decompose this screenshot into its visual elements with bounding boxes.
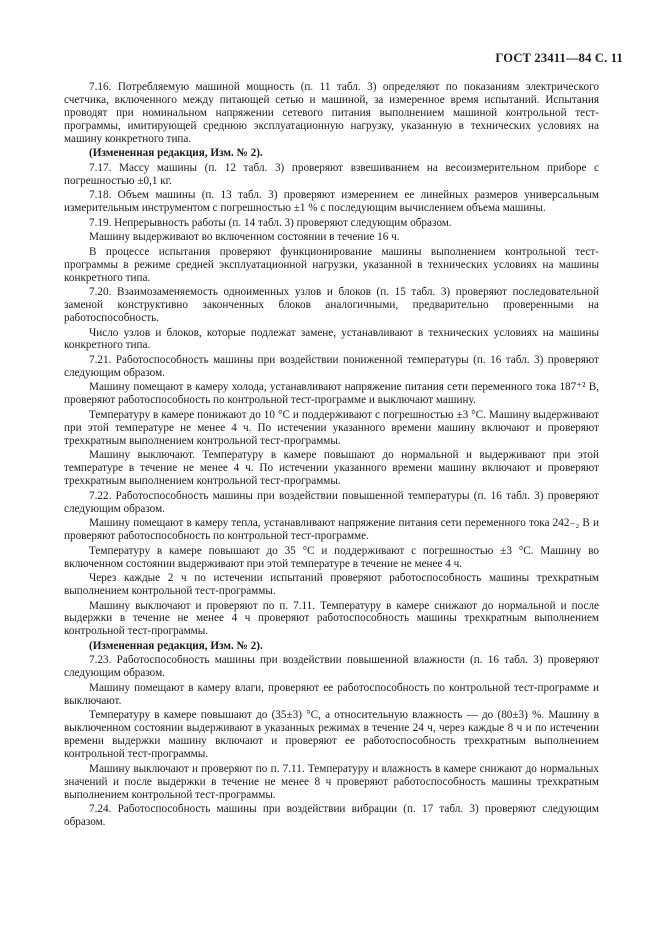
paragraph: В процессе испытания проверяют функционирование машины выполнением контрольной тест-программы в режиме средней эксплуатационной нагрузки, указанной в технических условиях на машины конкретного типа.: [64, 245, 599, 284]
paragraph: Машину выдерживают во включенном состоянии в течение 16 ч.: [89, 231, 400, 244]
paragraph: Температуру в камере повышают до (35±3) °С, а относительную влажность — до (80±3) %. Машину в выключенном состоянии выдерживают в указанных режимах в течение 24 ч, через каждые 8 ч и по истечении времени выдержки машину включают и проверяют ее работоспособность трехкратным выполнением контрольной тест-программы.: [64, 709, 599, 761]
paragraph-7-19: 7.19. Непрерывность работы (п. 14 табл. 3) проверяют следующим образом.: [89, 216, 452, 229]
document-body: [64, 81, 599, 831]
paragraph-7-22: 7.22. Работоспособность машины при воздействии повышенной температуры (п. 16 табл. 3) проверяют следующим образом.: [64, 489, 599, 515]
paragraph: Машину помещают в камеру холода, устанавливают напряжение питания сети переменного тока 187⁺² В, проверяют работоспособность по контрольной тест-программе и выключают машину.: [64, 381, 599, 407]
paragraph: Число узлов и блоков, которые подлежат замене, устанавливают в технических условиях на машины конкретного типа.: [64, 326, 599, 352]
page-header: ГОСТ 23411—84 С. 11: [495, 51, 623, 65]
paragraph: Через каждые 2 ч по истечении испытаний проверяют работоспособность машины трехкратным выполнением контрольной тест-программы.: [64, 572, 599, 598]
paragraph: Машину выключают и проверяют по п. 7.11. Температуру и влажность в камере снижают до нормальных значений и после выдержки в течение не менее 8 ч проверяют работоспособность машины трехкратным выполнением контрольной тест-программы.: [64, 762, 599, 801]
paragraph: Температуру в камере повышают до 35 °С и поддерживают с погрешностью ±3 °С. Машину во включенном состоянии выдерживают при этой температуре в течение не менее 4 ч.: [64, 544, 599, 570]
revision-note: (Измененная редакция, Изм. № 2).: [89, 639, 263, 652]
paragraph-7-23: 7.23. Работоспособность машины при воздействии повышенной влажности (п. 16 табл. 3) проверяют следующим образом.: [64, 654, 599, 680]
paragraph: Машину помещают в камеру тепла, устанавливают напряжение питания сети переменного тока 242₋₂ В и проверяют работоспособность по контрольной тест-программе.: [64, 517, 599, 543]
paragraph-7-24: 7.24. Работоспособность машины при воздействии вибрации (п. 17 табл. 3) проверяют следующим образом.: [64, 803, 599, 829]
paragraph-7-21: 7.21. Работоспособность машины при воздействии пониженной температуры (п. 16 табл. 3) проверяют следующим образом.: [64, 353, 599, 379]
paragraph-7-16: 7.16. Потребляемую машиной мощность (п. 11 табл. 3) определяют по показаниям электрического счетчика, включенного между питающей сетью и машиной, за измеренное время испытаний. Испытания проводят при номинальном напряжении сетевого питания выполнением машиной контрольной тест-программы, имитирующей среднюю эксплуатационную нагрузку, указанную в технических условиях на машину конкретного типа.: [64, 81, 599, 145]
paragraph-7-17: 7.17. Массу машины (п. 12 табл. 3) проверяют взвешиванием на весоизмерительном приборе с погрешностью ±0,1 кг.: [64, 161, 599, 187]
paragraph-7-20: 7.20. Взаимозаменяемость одноименных узлов и блоков (п. 15 табл. 3) проверяют последовательной заменой конструктивно законченных блоков аналогичными, предварительно проверенными на работоспособность.: [64, 286, 599, 325]
paragraph: Машину помещают в камеру влаги, проверяют ее работоспособность по контрольной тест-программе и выключают.: [64, 681, 599, 707]
paragraph-7-18: 7.18. Объем машины (п. 13 табл. 3) проверяют измерением ее линейных размеров универсальным измерительным инструментом с погрешностью ±1 % с последующим вычислением объема машины.: [64, 189, 599, 215]
paragraph: Машину выключают. Температуру в камере повышают до нормальной и выдерживают при этой температуре в течение не менее 4 ч. По истечении указанного времени машину включают и проверяют трехкратным выполнением контрольной тест-программы.: [64, 449, 599, 488]
paragraph: Машину выключают и проверяют по п. 7.11. Температуру в камере снижают до нормальной и после выдержки в течение не менее 4 ч проверяют работоспособность машины трехкратным выполнением контрольной тест-программы.: [64, 599, 599, 638]
revision-note: (Измененная редакция, Изм. № 2).: [89, 147, 263, 160]
paragraph: Температуру в камере понижают до 10 °С и поддерживают с погрешностью ±3 °С. Машину выдерживают при этой температуре не менее 4 ч. По истечении указанного времени машину включают и проверяют трехкратным выполнением контрольной тест-программы.: [64, 408, 599, 447]
